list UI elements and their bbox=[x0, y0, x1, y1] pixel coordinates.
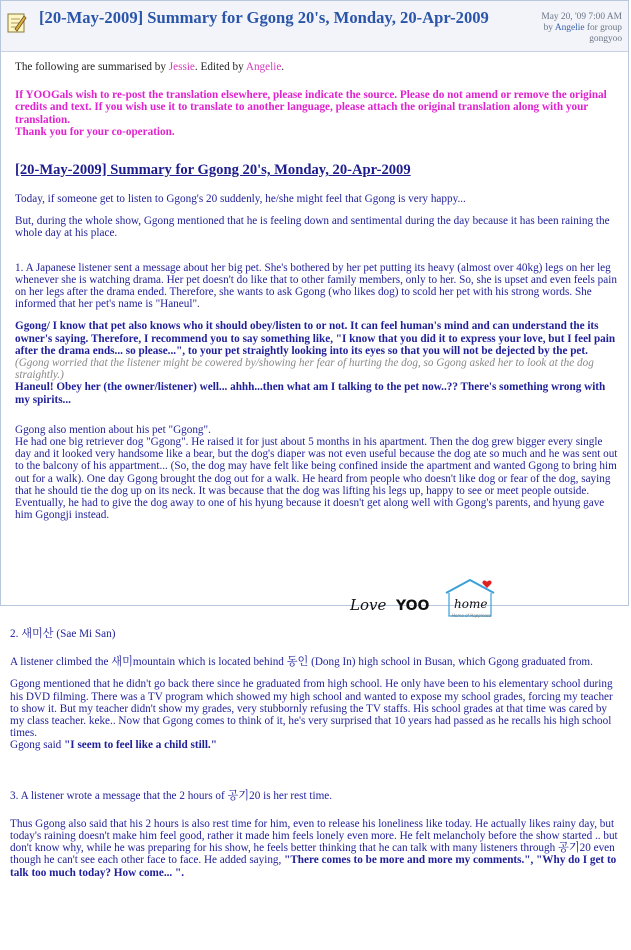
logo-home-text: home bbox=[454, 597, 488, 611]
notice-thanks: Thank you for your co-operation. bbox=[15, 125, 175, 138]
post-byline bbox=[541, 23, 622, 34]
pencil-note-icon bbox=[7, 12, 27, 34]
intro-paragraph-1: Today, if someone get to listen to Ggong's 20 suddenly, he/she might feel that Ggong is very happy... bbox=[15, 193, 466, 206]
ggong-reply-text: Ggong/ I know that pet also knows who it should obey/listen to or not. It can feel human's mind and can understand the its owner's saying. Therefore, I recommend you to say something like, "I know that you did it to express your love, but I feel pain after the drama ends... so please...", to your pet straightly looking into its eyes so that you will not be dejected by the pet. bbox=[15, 320, 616, 357]
item-2-title: 2. 새미산 (Sae Mi San) bbox=[10, 628, 116, 640]
pet-story: He had one big retriever dog "Ggong". He raised it for just about 5 months in his apartment. Then the dog grew bigger every single day and it looked very handsome like a bear, but the dog's diaper was not even useful because the dog ate so much and he was sent out to the balcony of his appartment... (So, the dog may have felt like being confined inside the apartment and wanted Ggong to bring him out for a walk). One day Ggong brought the dog out for a walk. He heard from people who doesn't like dog or fear of the dog, saying that he should tie the dog up on its neck. It was because that the dog was lifting his legs up, happy to see or meet people outside. Eventually, he had to give the dog away to one of his hyung because it doesn't get along well with Ggong's parents, and hyung gave him Ggongji instead. bbox=[15, 436, 618, 522]
item-3-title: 3. A listener wrote a message that the 2 hours of 공기20 is her rest time. bbox=[10, 789, 333, 802]
logo-love-text: Love bbox=[350, 596, 387, 614]
logo-yoo-text: YOO bbox=[396, 598, 430, 614]
ggong-reply-note: (Ggong worried that the listener might be cowered by/showing her fear of hurting the dog, so Ggong asked her to look at the dog straightly.) bbox=[15, 357, 594, 382]
item-2-paragraph-1: A listener climbed the 새미mountain which is located behind 동인 (Dong In) high school in Busan, which Ggong graduated from. bbox=[10, 656, 593, 669]
item-1-paragraph: 1. A Japanese listener sent a message about her big pet. She's bothered by her pet putting its heavy (almost over 40kg) legs on her leg whenever she is watching drama. Her pet doesn't do like that to other family members, only to her. So, she is upset and even feels pain on her legs after the drama ended. Therefore, she wants to ask Ggong (who likes dog) to scold her pet with his strong words. She informed that her pet's name is "Haneul". bbox=[15, 261, 617, 311]
post-header bbox=[1, 1, 628, 52]
credits-line bbox=[15, 61, 619, 73]
section-gap bbox=[10, 752, 622, 790]
logo-tagline: Home of Happiness bbox=[452, 613, 492, 618]
item-2-paragraph-2: Ggong mentioned that he didn't go back there since he graduated from high school. He only have been to his elementary school during his DVD filming. There was a TV program which showed my high school and wanted to expose my school grades, forcing my teacher to show it. But my teacher didn't show my grades, very stubbornly refusing the TV staffs. His school grades at that time was cared by my class teacher. keke.. Now that Ggong comes to think of it, he's very surprised that 10 years had passed as he recalls his high school times. bbox=[10, 678, 613, 740]
byline-by: by bbox=[543, 23, 553, 33]
repost-notice bbox=[15, 89, 619, 138]
editor-name: Angelie bbox=[245, 61, 282, 73]
item-3-text: Thus Ggong also said that his 2 hours is also rest time for him, even to release his loneliness like today. He actually likes rainy day, but today's raining doesn't make him feel good, rather it made him feels lonely even more. He felt melancholy before the show started .. but don't know why, while he was preparing for his show, he feels better thinking that he can talk with many listeners through 공기20 even though he can't see each other face to face. He added saying, bbox=[10, 817, 618, 867]
love-yoo-home-logo bbox=[348, 576, 498, 620]
post-meta bbox=[541, 12, 622, 45]
summary-heading: [20-May-2009] Summary for Ggong 20's, Monday, 20-Apr-2009 bbox=[15, 162, 411, 179]
post-date: May 20, '09 7:00 AM bbox=[541, 12, 622, 22]
credits-mid: . Edited by bbox=[194, 61, 246, 73]
item-3-paragraph bbox=[10, 818, 622, 879]
item-2-said: Ggong said bbox=[10, 739, 65, 752]
item-2-said-line bbox=[10, 739, 622, 751]
group-link[interactable]: gongyoo bbox=[589, 34, 622, 44]
item-2-quote: "I seem to feel like a child still." bbox=[64, 739, 217, 752]
haneul-quote: Haneul! Obey her (the owner/listener) well... ahhh...then what am I talking to the pet now..?? There's something wrong with my spirits... bbox=[15, 381, 606, 406]
post-title[interactable]: [20-May-2009] Summary for Ggong 20's, Monday, 20-Apr-2009 bbox=[39, 8, 489, 27]
notice-text: If YOOGals wish to re-post the translation elsewhere, please indicate the source. Please do not amend or remove the original credits and text. If you wish use it to translate to another language, please attach the original translation along with your translation. bbox=[15, 89, 607, 126]
pet-intro: Ggong also mention about his pet "Ggong". bbox=[15, 423, 211, 436]
intro-paragraph-2: But, during the whole show, Ggong mentioned that he is feeling down and sentimental during the day because it has been raining the whole day at his place. bbox=[15, 215, 610, 240]
summary-continued bbox=[10, 628, 622, 879]
byline-for: for group bbox=[586, 23, 622, 33]
credits-suffix: . bbox=[281, 61, 285, 73]
summariser-name: Jessie bbox=[168, 61, 195, 73]
author-link[interactable]: Angelie bbox=[554, 23, 585, 33]
ggong-reply-quote bbox=[15, 320, 619, 381]
item-3-quote: "There comes to be more and more my comments.", "Why do I get to talk too much today? How come... ". bbox=[10, 854, 617, 879]
credits-prefix: The following are summarised by bbox=[15, 61, 169, 73]
post-body bbox=[15, 61, 619, 531]
